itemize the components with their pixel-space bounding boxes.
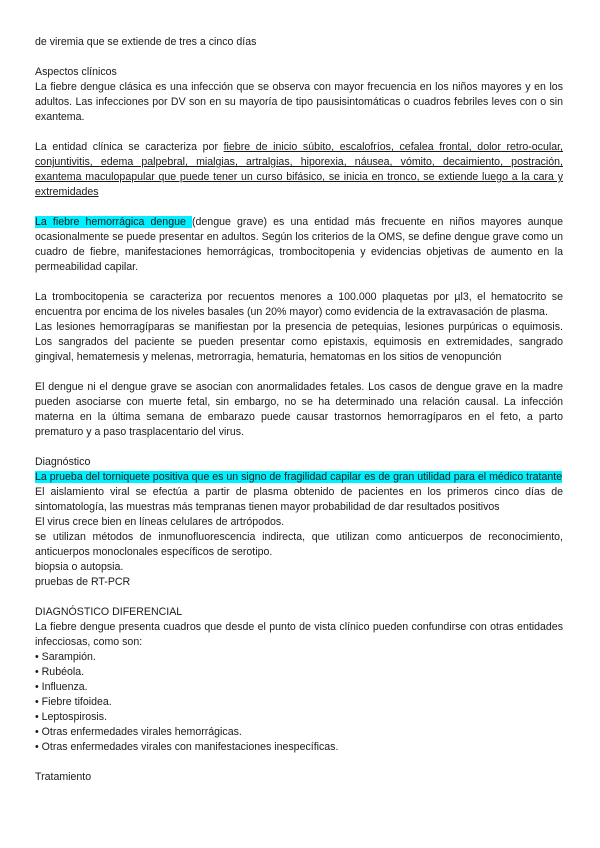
list-item: • Otras enfermedades virales hemorrágicas. [35, 726, 242, 738]
aspectos-paragraph-3 [35, 215, 563, 275]
list-item: • Fiebre tifoidea. [35, 696, 112, 708]
diferencial-heading: DIAGNÓSTICO DIFERENCIAL [35, 606, 183, 618]
aspectos-paragraph-4: La trombocitopenia se caracteriza por recuentos menores a 100.000 plaquetas por µl3, el hematocrito se encuentra por encima de los niveles basales (un 20% mayor) como evidencia de la extravasación de plasma. [35, 291, 563, 318]
diagnostico-paragraph-3: se utilizan métodos de inmunofluorescencia indirecta, que utilizan como anticuerpos de reconocimiento, anticuerpos monoclonales específicos de serotipo. [35, 531, 563, 558]
diagnostico-paragraph-1: El aislamiento viral se efectúa a partir de plasma obtenido de pacientes en los primeros cinco días de sintomatología, las muestras más tempranas tienen mayor probabilidad de dar resultados positivos [35, 486, 563, 513]
diagnostico-highlighted-paragraph [35, 470, 563, 485]
highlighted-text-fiebre-hemorragica: La fiebre hemorrágica dengue [35, 216, 192, 228]
diagnostico-heading: Diagnóstico [35, 456, 91, 468]
tratamiento-heading: Tratamiento [35, 771, 92, 783]
aspectos-paragraph-3-rest: (dengue grave) es una entidad más frecuente en niños mayores aunque ocasionalmente se puede presentar en adultos. Según los criterios de la OMS, se define dengue grave como un cuadro de fiebre, manifestaciones hemorrágicas, trombocitopenia y evidencias objetivas de aumento en la permeabilidad capilar. [35, 216, 563, 273]
intro-line: de viremia que se extiende de tres a cinco días [35, 36, 257, 48]
list-item: • Otras enfermedades virales con manifestaciones inespecíficas. [35, 741, 339, 753]
document-page [35, 35, 563, 785]
diagnostico-paragraph-5: pruebas de RT-PCR [35, 576, 131, 588]
diagnostico-paragraph-2: El virus crece bien en líneas celulares de artrópodos. [35, 516, 285, 528]
list-item: • Rubéola. [35, 666, 85, 678]
highlighted-text-torniquete: La prueba del torniquete positiva que es un signo de fragilidad capilar es de gran utilidad para el médico tratante [35, 471, 563, 483]
aspectos-paragraph-2 [35, 140, 563, 200]
symptoms-underlined-text: fiebre de inicio súbito, escalofríos, cefalea frontal, dolor retro-ocular, conjuntivitis, edema palpebral, mialgias, artralgias, hiporexia, náusea, vómito, decaimiento, postración, exantema maculopapular que puede tener un curso bifásico, se inicia en tronco, se extiende luego a la cara y extremidades [35, 141, 563, 198]
diferencial-intro: La fiebre dengue presenta cuadros que desde el punto de vista clínico pueden confundirse con otras entidades infecciosas, como son: [35, 621, 563, 648]
list-item: • Sarampión. [35, 651, 96, 663]
aspectos-paragraph-2-lead: La entidad clínica se caracteriza por [35, 141, 224, 153]
aspectos-paragraph-6: El dengue ni el dengue grave se asocian con anormalidades fetales. Los casos de dengue grave en la madre pueden asociarse con muerte fetal, sin embargo, no se ha determinado una relación causal. La infección materna en la última semana de embarazo puede causar trastornos hemorragíparos en el feto, a parto prematuro y a paso trasplacentario del virus. [35, 381, 563, 438]
list-item: • Influenza. [35, 681, 88, 693]
diferencial-list [35, 650, 563, 755]
aspectos-paragraph-1: La fiebre dengue clásica es una infección que se observa con mayor frecuencia en los niños mayores y en los adultos. Las infecciones por DV son en su mayoría de tipo pausisintomáticas o cuadros febriles leves con o sin exantema. [35, 81, 563, 123]
aspectos-paragraph-5: Las lesiones hemorragíparas se manifiestan por la presencia de petequias, lesiones purpúricas o equimosis. Los sangrados del paciente se pueden presentar como epistaxis, equimosis en extremidades, sangrado gingival, hematemesis y melenas, metrorragia, hematuria, hematomas en los sitios de venopunción [35, 321, 563, 363]
aspectos-heading: Aspectos clínicos [35, 66, 117, 78]
list-item: • Leptospirosis. [35, 711, 108, 723]
diagnostico-paragraph-4: biopsia o autopsia. [35, 561, 124, 573]
